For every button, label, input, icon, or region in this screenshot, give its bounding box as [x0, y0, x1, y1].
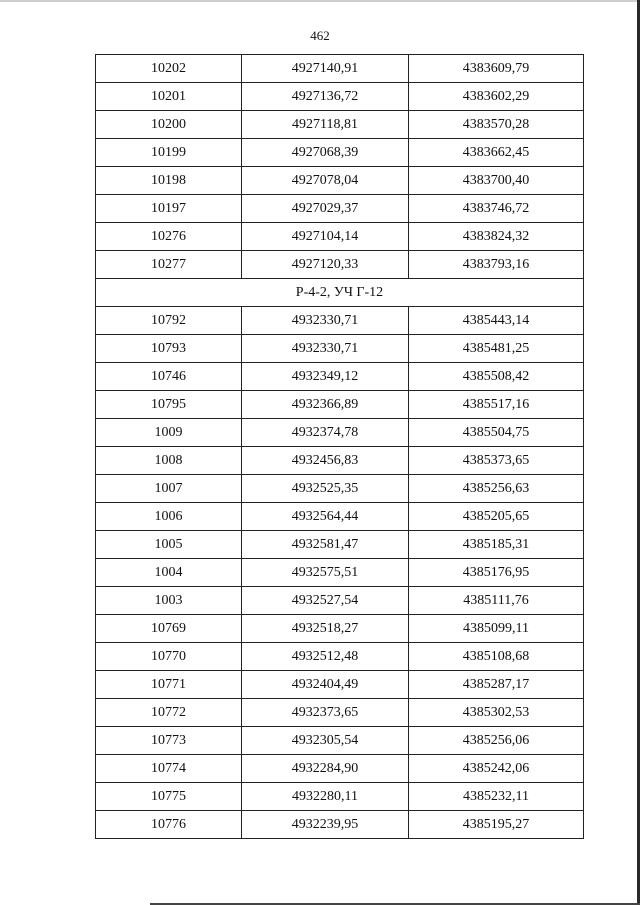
x-coordinate-cell: 4927140,91 [242, 55, 409, 83]
x-coordinate-cell: 4932456,83 [242, 447, 409, 475]
point-number-cell: 10197 [96, 195, 242, 223]
point-number-cell: 10774 [96, 755, 242, 783]
x-coordinate-cell: 4927118,81 [242, 111, 409, 139]
point-number-cell: 10773 [96, 727, 242, 755]
section-label: Р-4-2, УЧ Г-12 [96, 279, 584, 307]
x-coordinate-cell: 4932525,35 [242, 475, 409, 503]
x-coordinate-cell: 4927068,39 [242, 139, 409, 167]
table-row [96, 503, 584, 531]
y-coordinate-cell: 4383602,29 [409, 83, 584, 111]
y-coordinate-cell: 4385205,65 [409, 503, 584, 531]
point-number-cell: 10199 [96, 139, 242, 167]
y-coordinate-cell: 4385373,65 [409, 447, 584, 475]
y-coordinate-cell: 4385443,14 [409, 307, 584, 335]
x-coordinate-cell: 4932581,47 [242, 531, 409, 559]
x-coordinate-cell: 4927136,72 [242, 83, 409, 111]
x-coordinate-cell: 4932280,11 [242, 783, 409, 811]
y-coordinate-cell: 4385504,75 [409, 419, 584, 447]
table-row [96, 755, 584, 783]
x-coordinate-cell: 4932373,65 [242, 699, 409, 727]
y-coordinate-cell: 4385185,31 [409, 531, 584, 559]
x-coordinate-cell: 4932374,78 [242, 419, 409, 447]
coordinates-table [95, 54, 584, 839]
point-number-cell: 10769 [96, 615, 242, 643]
x-coordinate-cell: 4927120,33 [242, 251, 409, 279]
y-coordinate-cell: 4385108,68 [409, 643, 584, 671]
table-row [96, 811, 584, 839]
point-number-cell: 10770 [96, 643, 242, 671]
y-coordinate-cell: 4385256,06 [409, 727, 584, 755]
x-coordinate-cell: 4932284,90 [242, 755, 409, 783]
table-row [96, 531, 584, 559]
point-number-cell: 1004 [96, 559, 242, 587]
x-coordinate-cell: 4932366,89 [242, 391, 409, 419]
point-number-cell: 1009 [96, 419, 242, 447]
table-row [96, 83, 584, 111]
x-coordinate-cell: 4932518,27 [242, 615, 409, 643]
y-coordinate-cell: 4383570,28 [409, 111, 584, 139]
point-number-cell: 1005 [96, 531, 242, 559]
point-number-cell: 10202 [96, 55, 242, 83]
table-row [96, 699, 584, 727]
y-coordinate-cell: 4383609,79 [409, 55, 584, 83]
x-coordinate-cell: 4932305,54 [242, 727, 409, 755]
point-number-cell: 1008 [96, 447, 242, 475]
scan-edge-top [0, 0, 640, 2]
table-row [96, 559, 584, 587]
table-row [96, 671, 584, 699]
x-coordinate-cell: 4927078,04 [242, 167, 409, 195]
y-coordinate-cell: 4385176,95 [409, 559, 584, 587]
table-row [96, 447, 584, 475]
y-coordinate-cell: 4385287,17 [409, 671, 584, 699]
y-coordinate-cell: 4385481,25 [409, 335, 584, 363]
y-coordinate-cell: 4385302,53 [409, 699, 584, 727]
table-row [96, 419, 584, 447]
point-number-cell: 10200 [96, 111, 242, 139]
table-row [96, 223, 584, 251]
point-number-cell: 10771 [96, 671, 242, 699]
point-number-cell: 10793 [96, 335, 242, 363]
y-coordinate-cell: 4385111,76 [409, 587, 584, 615]
y-coordinate-cell: 4385195,27 [409, 811, 584, 839]
point-number-cell: 1007 [96, 475, 242, 503]
point-number-cell: 10201 [96, 83, 242, 111]
x-coordinate-cell: 4932527,54 [242, 587, 409, 615]
table-row [96, 783, 584, 811]
point-number-cell: 10775 [96, 783, 242, 811]
point-number-cell: 10772 [96, 699, 242, 727]
table-row [96, 307, 584, 335]
x-coordinate-cell: 4932330,71 [242, 335, 409, 363]
point-number-cell: 10792 [96, 307, 242, 335]
table-row [96, 363, 584, 391]
table-row [96, 615, 584, 643]
x-coordinate-cell: 4932512,48 [242, 643, 409, 671]
y-coordinate-cell: 4383824,32 [409, 223, 584, 251]
y-coordinate-cell: 4383700,40 [409, 167, 584, 195]
x-coordinate-cell: 4932575,51 [242, 559, 409, 587]
table-row [96, 335, 584, 363]
y-coordinate-cell: 4385508,42 [409, 363, 584, 391]
point-number-cell: 1003 [96, 587, 242, 615]
section-header-row [96, 279, 584, 307]
table-row [96, 167, 584, 195]
coordinates-table-body [96, 55, 584, 839]
point-number-cell: 10746 [96, 363, 242, 391]
x-coordinate-cell: 4932404,49 [242, 671, 409, 699]
table-row [96, 251, 584, 279]
table-row [96, 139, 584, 167]
y-coordinate-cell: 4383746,72 [409, 195, 584, 223]
point-number-cell: 10276 [96, 223, 242, 251]
x-coordinate-cell: 4932239,95 [242, 811, 409, 839]
table-row [96, 727, 584, 755]
table-row [96, 195, 584, 223]
table-row [96, 587, 584, 615]
table-row [96, 111, 584, 139]
point-number-cell: 1006 [96, 503, 242, 531]
x-coordinate-cell: 4932330,71 [242, 307, 409, 335]
point-number-cell: 10277 [96, 251, 242, 279]
point-number-cell: 10198 [96, 167, 242, 195]
x-coordinate-cell: 4927104,14 [242, 223, 409, 251]
point-number-cell: 10795 [96, 391, 242, 419]
table-row [96, 643, 584, 671]
y-coordinate-cell: 4385099,11 [409, 615, 584, 643]
point-number-cell: 10776 [96, 811, 242, 839]
y-coordinate-cell: 4385232,11 [409, 783, 584, 811]
y-coordinate-cell: 4385256,63 [409, 475, 584, 503]
x-coordinate-cell: 4932349,12 [242, 363, 409, 391]
page-number: 462 [310, 28, 330, 43]
y-coordinate-cell: 4385517,16 [409, 391, 584, 419]
y-coordinate-cell: 4383793,16 [409, 251, 584, 279]
table-row [96, 475, 584, 503]
x-coordinate-cell: 4932564,44 [242, 503, 409, 531]
y-coordinate-cell: 4383662,45 [409, 139, 584, 167]
table-row [96, 55, 584, 83]
x-coordinate-cell: 4927029,37 [242, 195, 409, 223]
y-coordinate-cell: 4385242,06 [409, 755, 584, 783]
table-row [96, 391, 584, 419]
